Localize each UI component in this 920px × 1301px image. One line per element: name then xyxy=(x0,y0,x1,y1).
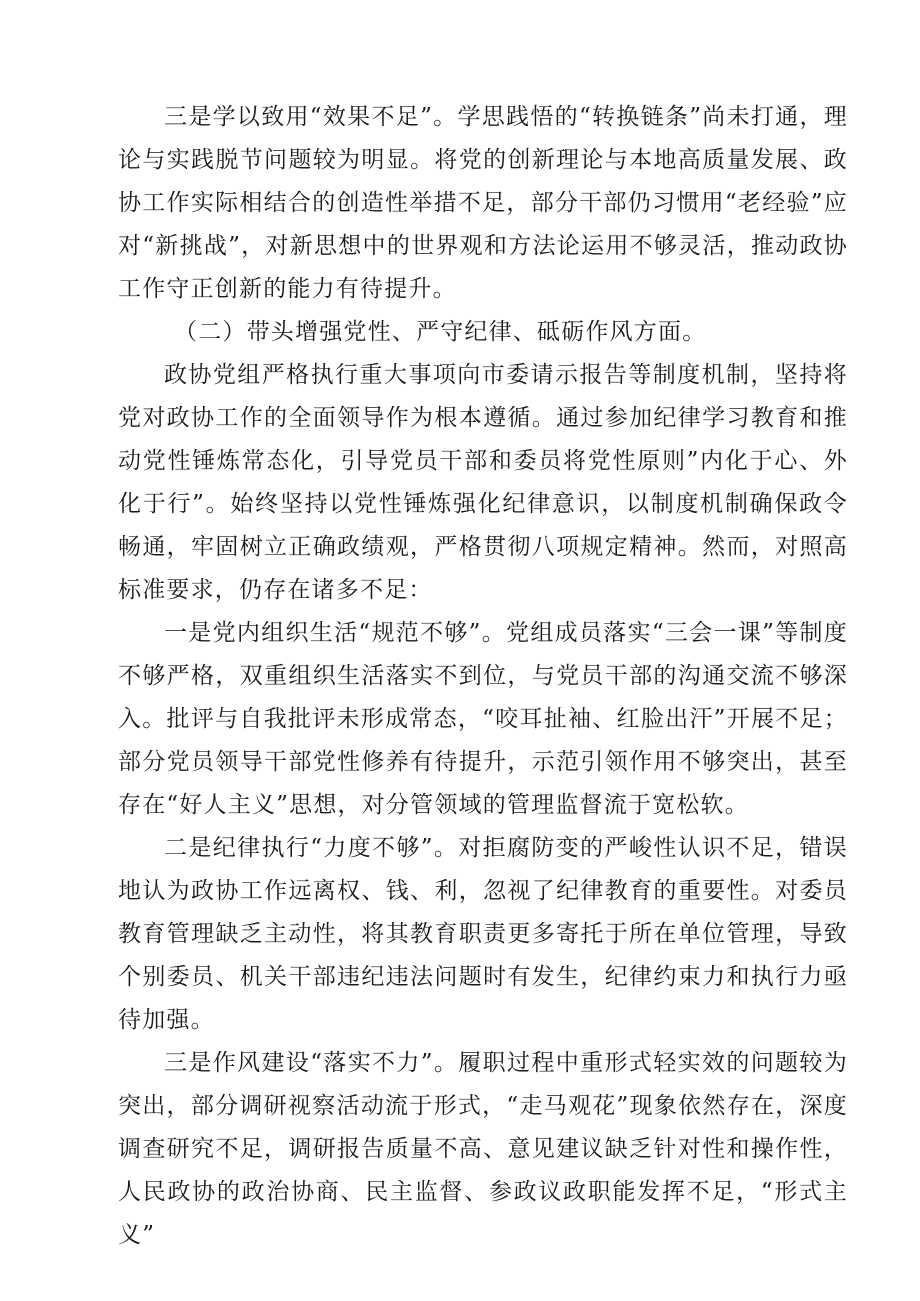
paragraph-discipline-enforcement: 二是纪律执行“力度不够”。对拒腐防变的严峻性认识不足，错误地认为政协工作远离权、钱、利，忽视了纪律教育的重要性。对委员教育管理缺乏主动性，将其教育职责更多寄托于所在单位管理，导致个别委员、机关干部违纪违法问题时有发生，纪律约束力和执行力亟待加强。 xyxy=(118,835,848,1033)
document-body xyxy=(118,96,848,1257)
paragraph-party-group-overview: 政协党组严格执行重大事项向市委请示报告等制度机制，坚持将党对政协工作的全面领导作为根本遵循。通过参加纪律学习教育和推动党性锤炼常态化，引导党员干部和委员将党性原则”内化于心、外化于行”。始终坚持以党性锤炼强化纪律意识，以制度机制确保政令畅通，牢固树立正确政绩观，严格贯彻八项规定精神。然而，对照高标准要求，仍存在诸多不足： xyxy=(118,362,848,603)
paragraph-work-style: 三是作风建设“落实不力”。履职过程中重形式轻实效的问题较为突出，部分调研视察活动流于形式，“走马观花”现象依然存在，深度调查研究不足，调研报告质量不高、意见建议缺乏针对性和操作性，人民政协的政治协商、民主监督、参政议政职能发挥不足，“形式主义” xyxy=(118,1050,848,1248)
paragraph-organizational-life: 一是党内组织生活“规范不够”。党组成员落实“三会一课”等制度不够严格，双重组织生活落实不到位，与党员干部的沟通交流不够深入。批评与自我批评未形成常态，“咬耳扯袖、红脸出汗”开展不足；部分党员领导干部党性修养有待提升，示范引领作用不够突出，甚至存在“好人主义”思想，对分管领域的管理监督流于宽松软。 xyxy=(118,620,848,818)
section-heading-party-spirit: （二）带头增强党性、严守纪律、砥砺作风方面。 xyxy=(174,319,707,345)
paragraph-learning-application: 三是学以致用“效果不足”。学思践悟的“转换链条”尚未打通，理论与实践脱节问题较为明显。将党的创新理论与本地高质量发展、政协工作实际相结合的创造性举措不足，部分干部仍习惯用“老经验”应对“新挑战”，对新思想中的世界观和方法论运用不够灵活，推动政协工作守正创新的能力有待提升。 xyxy=(118,104,848,302)
